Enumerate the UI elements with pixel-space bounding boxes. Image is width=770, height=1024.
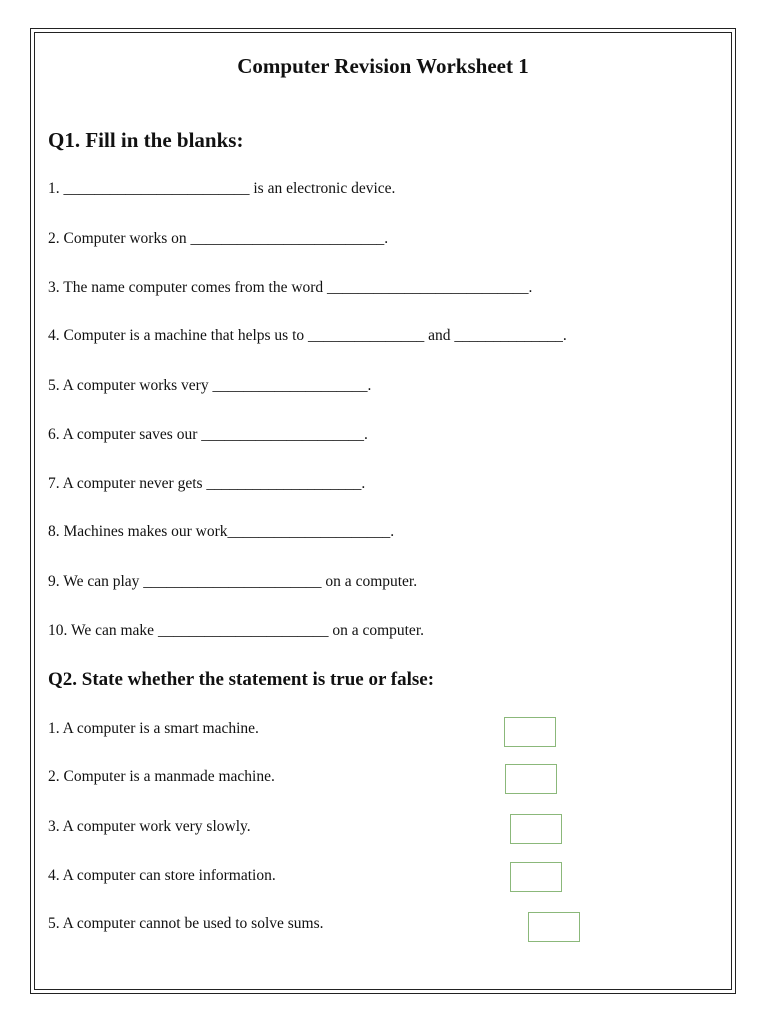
q1-item-3: 3. The name computer comes from the word __________________________. [48, 279, 533, 296]
q2-answer-box-1[interactable] [504, 717, 556, 747]
q1-item-7: 7. A computer never gets ____________________. [48, 475, 366, 492]
q1-item-1: 1. ________________________ is an electronic device. [48, 180, 396, 197]
q1-item-6: 6. A computer saves our _____________________. [48, 426, 368, 443]
q1-item-4: 4. Computer is a machine that helps us to _______________ and ______________. [48, 327, 567, 344]
q1-item-8: 8. Machines makes our work_____________________. [48, 523, 395, 540]
q2-item-5: 5. A computer cannot be used to solve sums. [48, 915, 324, 932]
worksheet-title: Computer Revision Worksheet 1 [237, 54, 529, 78]
q2-answer-box-5[interactable] [528, 912, 580, 942]
q2-item-2: 2. Computer is a manmade machine. [48, 768, 275, 785]
page-border-inner [34, 32, 732, 990]
q1-heading: Q1. Fill in the blanks: [48, 128, 244, 152]
q1-item-9: 9. We can play _______________________ on a computer. [48, 573, 418, 590]
q1-item-2: 2. Computer works on _________________________. [48, 230, 389, 247]
q1-item-5: 5. A computer works very ____________________. [48, 377, 372, 394]
q2-heading: Q2. State whether the statement is true or false: [48, 669, 435, 690]
q1-item-10: 10. We can make ______________________ on a computer. [48, 622, 424, 639]
q2-item-4: 4. A computer can store information. [48, 867, 276, 884]
q2-item-1: 1. A computer is a smart machine. [48, 720, 259, 737]
q2-answer-box-4[interactable] [510, 862, 562, 892]
q2-answer-box-3[interactable] [510, 814, 562, 844]
q2-item-3: 3. A computer work very slowly. [48, 818, 251, 835]
q2-answer-box-2[interactable] [505, 764, 557, 794]
